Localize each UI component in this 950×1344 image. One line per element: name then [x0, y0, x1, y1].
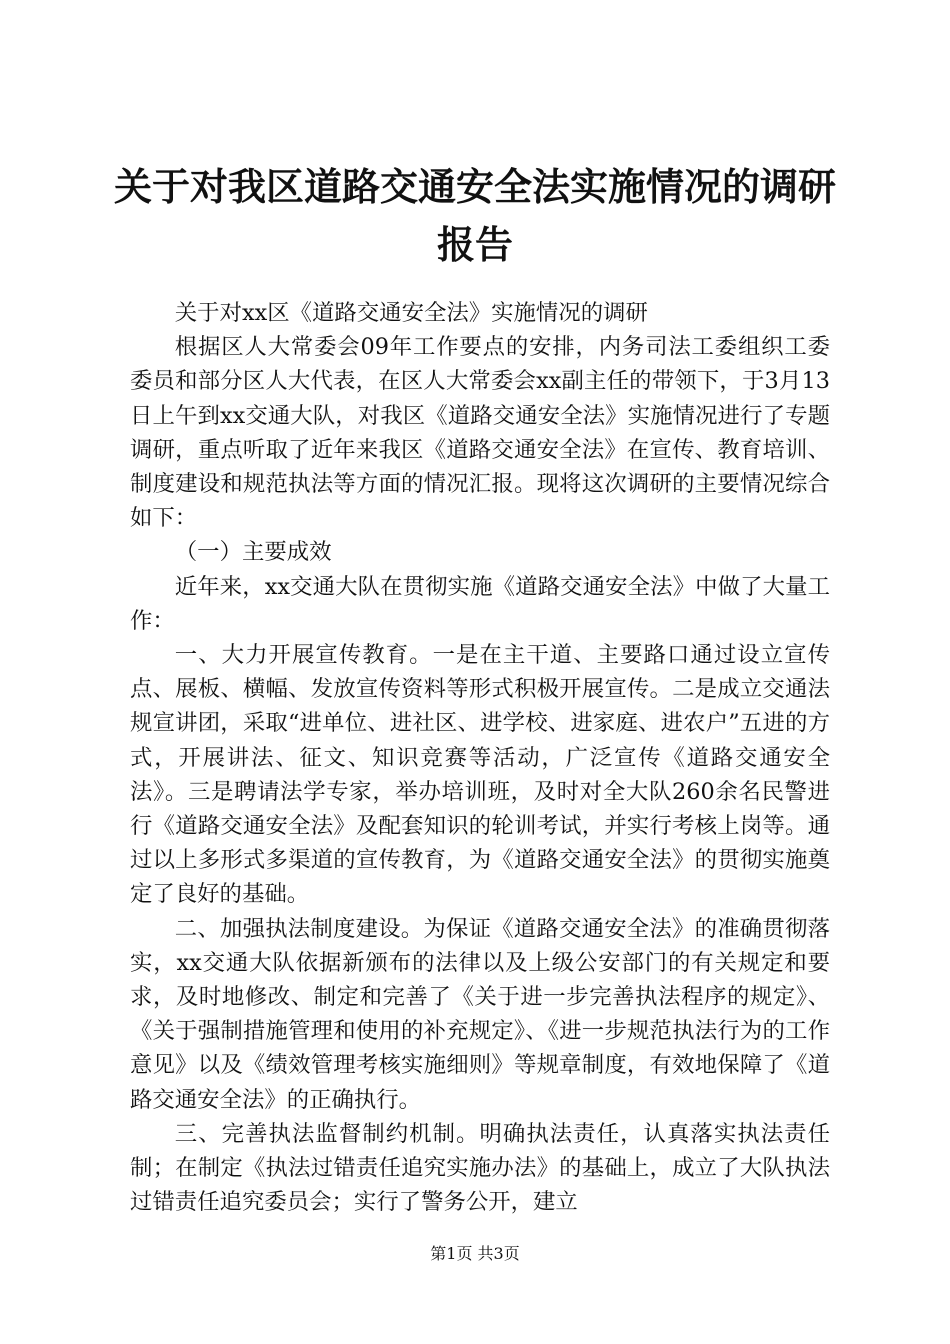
document-body — [130, 296, 830, 1219]
page-number-footer: 第1页 共3页 — [430, 1244, 520, 1263]
paragraph-item-1: 一、大力开展宣传教育。一是在主干道、主要路口通过设立宣传点、展板、横幅、发放宣传资料等形式积极开展宣传。二是成立交通法规宣讲团，采取“进单位、进社区、进学校、进家庭、进农户”五进的方式，开展讲法、征文、知识竞赛等活动，广泛宣传《道路交通安全法》。三是聘请法学专家，举办培训班，及时对全大队260余名民警进行《道路交通安全法》及配套知识的轮训考试，并实行考核上岗等。通过以上多形式多渠道的宣传教育，为《道路交通安全法》的贯彻实施奠定了良好的基础。 — [130, 642, 830, 908]
paragraph-intro: 根据区人大常委会09年工作要点的安排，内务司法工委组织工委委员和部分区人大代表，在区人大常委会xx副主任的带领下，于3月13日上午到xx交通大队，对我区《道路交通安全法》实施情况进行了专题调研，重点听取了近年来我区《道路交通安全法》在宣传、教育培训、制度建设和规范执法等方面的情况汇报。现将这次调研的主要情况综合如下： — [130, 334, 830, 532]
paragraph-overview: 近年来，xx交通大队在贯彻实施《道路交通安全法》中做了大量工作： — [130, 573, 830, 634]
paragraph-item-3: 三、完善执法监督制约机制。明确执法责任，认真落实执法责任制；在制定《执法过错责任追究实施办法》的基础上，成立了大队执法过错责任追究委员会；实行了警务公开，建立 — [130, 1120, 830, 1216]
paragraph-item-2: 二、加强执法制度建设。为保证《道路交通安全法》的准确贯彻落实，xx交通大队依据新颁布的法律以及上级公安部门的有关规定和要求，及时地修改、制定和完善了《关于进一步完善执法程序的规定》、《关于强制措施管理和使用的补充规定》、《进一步规范执法行为的工作意见》以及《绩效管理考核实施细则》等规章制度，有效地保障了《道路交通安全法》的正确执行。 — [130, 915, 830, 1113]
document-title: 关于对我区道路交通安全法实施情况的调研报告 — [113, 165, 836, 267]
paragraph-subtitle: 关于对xx区《道路交通安全法》实施情况的调研 — [174, 300, 648, 326]
section-heading-main-results: （一）主要成效 — [174, 539, 332, 566]
